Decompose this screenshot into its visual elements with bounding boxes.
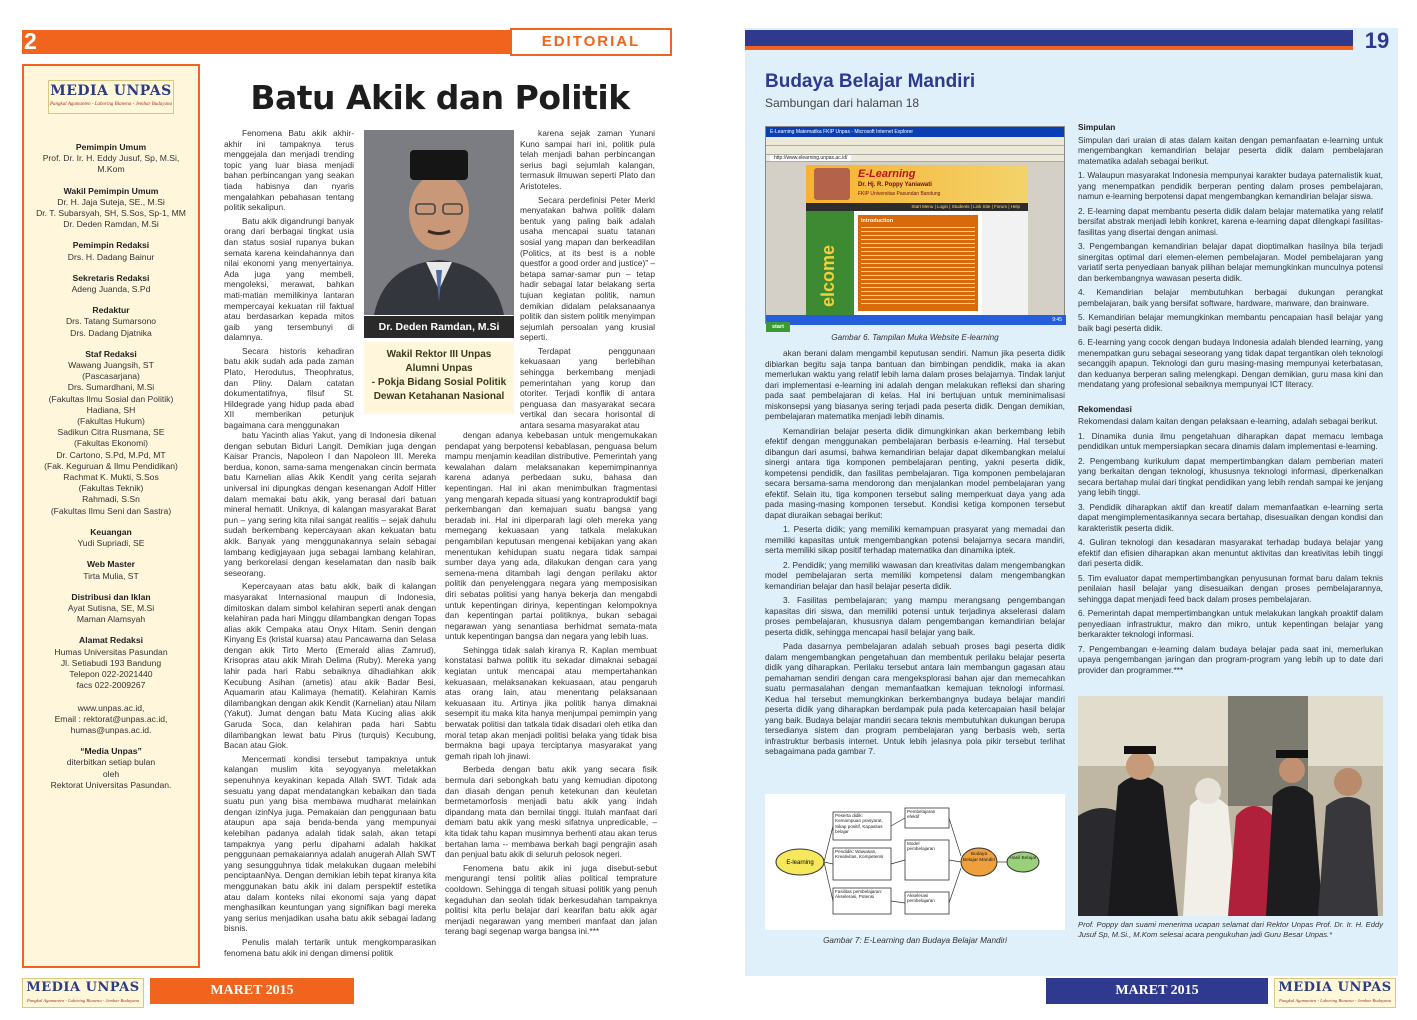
xp-taskbar [766, 315, 1066, 330]
diagram-svg [765, 794, 1065, 930]
masthead-role: Pemimpin Redaksi [72, 240, 150, 251]
banner-org: FKIP Universitas Pasundan Bandung [858, 191, 941, 197]
masthead-name: www.unpas.ac.id, [77, 702, 145, 713]
diagram-end-oval-text: Hasil Belajar [1009, 856, 1037, 861]
left-footer-logo-text: MEDIA UNPAS [26, 980, 140, 995]
author-roles-box [364, 342, 514, 414]
masthead-name: Wawang Juangsih, ST [68, 360, 154, 371]
masthead-name: Dr. Cartono, S.Pd, M.Pd, MT [56, 449, 166, 460]
simpulan-paragraph: 2. E-learning dapat membantu peserta didik dalam belajar matematika yang relatif bersifat abstrak menjadi lebih konkret, karena e-learning dapat dilengkapi fasilitas-fasilitas yang disertai dengan animasi. [1078, 205, 1383, 237]
website-screenshot [765, 126, 1065, 330]
mid-col-paragraph: Pada dasarnya pembelajaran adalah sebuah proses bagi peserta didik dalam mengembangkan pengetahuan dan membentuk perilaku belajar peserta didik yang diharapkan. Perilaku tersebut antara lain membangun gagasan atau pemahaman sendiri dengan cara mengeksplorasi bahan ajar dan memecahkan suatu permasalahan dengan memanfaatkan kemajuan teknologi informasi. Kedua hal tersebut memungkinkan berkembangnya budaya belajar mandiri peserta didik yang diharapkan berdampak pula pada ketercapaian hasil belajar yang baik. Budaya belajar mandiri secara teknis membutuhkan dukungan berupa tersedianya sistem dan program pembelajaran yang berbasis web, serta infrastruktur berbasis internet. Untuk lebih jelasnya pola pikir tersebut terlihat sebagaimana pada gambar 7. [765, 641, 1065, 756]
article-col-3-paragraph: Kepercayaan atas batu akik, baik di kalangan masyarakat Internasional maupun di Indonesia, dimitoskan dalam simbol kelahiran seperti anak dengan kelahiran pada hari Minggu dilambangkan dengan Topas alias akik Cempaka atau Onyx Hitam. Senin dengan Kinyang Es (kristal kuarsa) atau Pancawarna dan Selasa dengan akik Tirto Merto (Emerald alias Zamrud), Krisopras atau akik Mirah Delima (Ruby). Mereka yang lahir pada hari Rabu sebaiknya dihadiahkan akik Kecubung Asihan (ametis) atau akik Badar Besi, Aquamarin atau Kalimaya (hematit). Kelahiran Kamis dilambangkan dengan akik Kendit (Karnelian) atau Nilam (Yakut). Jumat dengan batu Mata Kucing alias akik Garuda Soca, dan kelahiran pada hari Sabtu dilambangkan lewat batu Pirus (turquis) Kecubung, Bacan atau Giok. [224, 581, 436, 751]
article-col-1-paragraph: Batu akik digandrungi banyak orang dari berbagai tingkat usia dan status sosial rupanya bukan semata karena keindahannya dan nilai ekonomi yang menyertainya. Ada juga yang membeli, mengoleksi, merawat, bahkan mati-matian memilikinya lantaran mempercayai kekuatan riil faktual atau berdasarkan kepada mitos gaib yang tersembunyi di dalamnya. [224, 215, 354, 343]
author-photo-image [364, 130, 514, 315]
masthead-name: (Fakultas Hukum) [77, 416, 145, 427]
masthead-name: (Fakultas Ilmu Seni dan Sastra) [50, 505, 172, 516]
masthead-staff-list [28, 132, 194, 791]
article-col-1 [224, 128, 354, 454]
masthead-role: Sekretaris Redaksi [72, 272, 150, 283]
article-col-2-paragraph: karena sejak zaman Yunani Kuno sampai hari ini, politik pula telah menjadi bahan perbincangan serius bagi sejumlah kalangan, termasuk ilmuwan seperti Plato dan Aristoteles. [520, 128, 655, 191]
masthead-name: humas@unpas.ac.id. [70, 724, 152, 735]
ie-title-bar: E-Learning Matematika FKIP Unpas - Microsoft Internet Explorer [766, 127, 1064, 137]
banner-title: E-Learning [858, 168, 916, 180]
mid-col-paragraph: 3. Fasilitas pembelajaran; yang mampu merangsang pengembangan kapasitas diri siswa, dan memiliki potensi untuk terjadinya akselerasi dalam proses pembelajaran, khususnya dalam pengembangan kemandirian belajar peserta didik, sehingga mencapai hasil belajar yang baik. [765, 595, 1065, 637]
site-content [806, 165, 1028, 315]
section-label [510, 28, 672, 56]
masthead-role: Distribusi dan Iklan [71, 591, 151, 602]
site-menu: Start Menu | Login | Students | Link Site | Forum | Help [806, 203, 1028, 211]
rekomendasi-paragraph: Rekomendasi dalam kaitan dengan pelaksaan e-learning, adalah sebagai berikut. [1078, 416, 1378, 426]
simpulan-paragraph: 1. Walaupun masyarakat Indonesia mempunyai karakter budaya paternalistik kuat, yang menempatkan pendidik berperan penting dalam proses pembelajaran, namun e-learning berpotensi dapat mengembangkan kemandirian belajar siswa. [1078, 170, 1383, 201]
masthead-name: Telepon 022-2021440 [69, 668, 153, 679]
mid-col-paragraph: 2. Pendidik; yang memiliki wawasan dan kreativitas dalam mengembangkan model pembelajaran serta memiliki kompetensi dalam mengembangkan kemandirian belajar dan hasil belajar peserta didik. [765, 559, 1065, 591]
masthead-role: Pemimpin Umum [75, 142, 147, 152]
photo-caption: Prof. Poppy dan suami menerima ucapan selamat dari Rektor Unpas Prof. Dr. Ir. H. Eddy Jusuf Sp, M.Si., M.Kom selesai acara pengukuhan jadi Guru Besar Unpas.* [1078, 920, 1383, 939]
masthead-role: Staf Redaksi [85, 348, 137, 359]
site-intro-title: Introduction [861, 218, 894, 224]
right-col-text [1078, 122, 1383, 692]
diagram-right-oval-text: Budaya Belajar Mandiri [963, 852, 995, 863]
author-role: Wakil Rektor III Unpas [386, 349, 492, 360]
masthead-name: (Fakultas Ilmu Sosial dan Politik) [48, 393, 174, 404]
article-col-3-paragraph: Mencermati kondisi tersebut tampaknya untuk kalangan muslim kita seyogyanya meletakkan sepenuhnya keyakinan kepada Allah SWT. Tidak ada sesuatu yang dapat mendatangkan kebaikan dan tiada suatu pun yang bisa membawa mudharat melainkan dengan izinNya juga. Pemakaian dan penggunaan batu ataupun apa saja benda-benda yang mempunyai kelebihan padanya adalah tidak salah, akan tetapi tampaknya yang perlu dipahami adalah hakikat penggunaan pemakaiannya adalah anugerah Allah SWT yang sesungguhnya tidak melakukan dugaan melebihi penciptaanNya. Dengan demikian lebih tepat kiranya kita menggunakan batu akik ini dalam perspektif estetika atau dalam konteks nilai ekonomi saja yang dapat menghasilkan keuntungan yang signifikan bagi mereka yang serius menjadikan usaha batu akik sebagai ladang bisnis. [224, 753, 436, 934]
diagram-left-box-2-text: Pendidik: Wawasan, Kreativitas, Kompetensi [835, 849, 884, 860]
author-photo [364, 130, 514, 315]
masthead-name: Drs. Sumardhani, M.Si [67, 382, 155, 393]
right-footer-logo-tagline: Pangkal Agamanten - Laboring Bianena - Jembar Budayana [1278, 998, 1392, 1003]
masthead-name [28, 691, 194, 702]
simpulan-paragraph: 4. Kemandirian belajar membutuhkan berbagai dukungan perangkat pembelajaran, baik yang bersifat software, hardware, manware, dan brainware. [1078, 287, 1383, 308]
xp-start-button: start [766, 322, 790, 332]
left-footer-logo [22, 978, 144, 1008]
graduation-photo [1078, 696, 1383, 916]
diagram-left-box-3-text: Fasilitas pembelajaran: Akselerasi, Potensi [835, 889, 883, 900]
site-intro [858, 215, 978, 311]
masthead-name: (Fakultas Ekonomi) [73, 438, 149, 449]
rekomendasi-paragraph: 2. Pengembang kurikulum dapat mempertimbangkan dalam pemberian materi yang berkaitan dengan teknologi, khususnya teknologi informasi, diperkenalkan secara bertahap mulai dari tingkat pendidikan yang lebih rendah sampai ke jenjang yang lebih tinggi. [1078, 455, 1383, 497]
graduation-photo-image [1078, 696, 1383, 916]
article-col-3 [224, 430, 436, 972]
article-col-2-paragraph: Terdapat penggunaan kekuasaan yang berlebihan sehingga berkembang menjadi pemerintahan yang korup dan otoriter. Terjadi konflik di antara penguasa dan masyarakat secara vertikal dan secara horisontal di antara sesama masyarakat atau [520, 345, 655, 431]
masthead-logo-tagline: Pangkal Agamanten - Laboring Bianena - Jembar Budayana [50, 102, 172, 107]
masthead-name: Drs. Tatang Sumarsono [65, 316, 157, 327]
site-welcome: elcome [818, 244, 838, 307]
ie-address-bar [766, 146, 1064, 161]
masthead-name: Rachmat K. Mukti, S.Sos [63, 472, 159, 483]
masthead-logo [48, 80, 174, 114]
left-footer-date: MARET 2015 [210, 983, 294, 998]
masthead-name: Adeng Juanda, S.Pd [71, 284, 151, 295]
masthead-name: Sadikun Citra Rusmana, SE [57, 427, 165, 438]
rekomendasi-paragraph: 6. Pemerintah dapat mempertimbangkan untuk melakukan langkah proaktif dalam penyediaan infrastruktur, makro dan mikro, untuk kepentingan belajar yang berkarakter teknologi informasi. [1078, 608, 1383, 639]
masthead-role: Keuangan [90, 526, 132, 537]
simpulan-title: Simpulan [1078, 122, 1116, 132]
masthead-name: Yudi Supriadi, SE [77, 538, 145, 549]
author-role: - Pokja Bidang Sosial Politik [371, 377, 507, 388]
diagram-figure7 [765, 794, 1065, 930]
masthead-name: Maman Alamsyah [76, 614, 146, 625]
masthead-name: Dr. Deden Ramdan, M.Si [63, 219, 159, 230]
masthead-name: Rektorat Universitas Pasundan. [50, 779, 172, 790]
banner-photo [814, 168, 850, 200]
masthead-name: (Fak. Keguruan & Ilmu Pendidikan) [44, 460, 178, 471]
masthead-role: Redaktur [92, 305, 130, 316]
article-col-4-paragraph: Sehingga tidak salah kiranya R. Kaplan membuat konstatasi bahwa politik itu sekadar dimaknai sebagai kegiatan untuk mencapai atau mempertahankan kekuasaan, melaksanakan kekuasaan, atau pengaruh atas orang lain, atau menentang pelaksanaan kekuasaan itu. Artinya jika politik hanya dimaknai sesempit itu maka kita hanya menjumpai pemimpin yang berwatak politisi dan tatkala tidak disadari oleh etika dan moral tetap akan menjadi politisi belaka yang tidak bisa bermakna bagi upaya terciptanya masyarakat yang gemah ripah loh jinawi. [445, 644, 657, 761]
article-col-3-paragraph: batu Yacinth alias Yakut, yang di Indonesia dikenal dengan sebutan Biduri Langit. Demikian juga dengan Kaisar Prancis, Napoleon I dan Napoleon III. Mereka berdua, konon, sama-sama mengenakan cincin bermata batu Karnelian alias Akik Kendit yang cerita sejarah universal ini dipungkas dengan kesenangan Adolf Hitler dalam memakai batu akik, yang berasal dari batuan mineral hematit. Uniknya, di kalangan masyarakat Barat pun – yang sering kita nilai sangat realitis – sejak dahulu sudah berkembang kepercayaan akan kekuatan batu akik. Banyak yang menggunakannya selain sebagai lambang kedigjayaan juga sebagai lambang kelahiran, yang berkorelasi dengan keselamatan dan nasib baik seseorang. [224, 430, 436, 578]
ie-address-text: http://www.elearning.unpas.ac.id/ [770, 155, 851, 161]
masthead-name: Rahmadi, S.Sn [82, 494, 140, 505]
article-col-2-paragraph: Secara perdefinisi Peter Merkl menyatakan bahwa politik dalam bentuk yang paling baik adalah usaha mencapai suatu tatanan sosial yang mapan dan berkeadilan (Politics, at its best is a noble questfor a good order and justice)” – betapa samar-samar pun – tetap hadir sebagai latar belakang serta tujuan kegiatan politik, namun demikian didalam pelaksanaanya politik dan sistem politik menyimpan sejumlah persoalan yang krusial seperti. [520, 194, 656, 343]
mid-col-paragraph: 1. Peserta didik; yang memiliki kemampuan prasyarat yang memadai dan memiliki kapasitas untuk mengembangkan potensi belajarnya secara mandiri, serta memiliki sikap positif terhadap matematika dan dinamika iptek. [765, 524, 1065, 555]
right-header-accent [745, 46, 1353, 50]
site-sidebar [806, 211, 854, 315]
masthead-role: Web Master [86, 559, 136, 570]
author-role: Dewan Ketahanan Nasional [373, 391, 505, 402]
mid-col-paragraph: Kemandirian belajar peserta didik dimungkinkan akan berkembang lebih efektif dengan menggunakan pembelajaran berbasis e-learning. Hal tersebut dibangun dari asumsi, bahwa kemandirian belajar dapat dikembangkan melalui sinergi antara tiga komponen pembelajaran penting, yakni peserta didik, kompetensi pendidik, dan fasilitas pembelajaran. Tiga komponen pembelajaran secara bersama-sama mendorong dan menjalankan model pembelajaran yang efektif. Selain itu, tiga komponen tersebut saling memperkuat daya yang ada pada masing-masing komponen tersebut. Kondisi ketiga komponen tersebut dapat diuraikan sebagai berikut: [765, 425, 1065, 520]
masthead-name: Drs. H. Dadang Bainur [67, 251, 155, 262]
masthead-name: Drs. Dadang Djatnika [70, 327, 152, 338]
left-footer-logo-tagline: Pangkal Agamanten - Laboring Bianena - Jembar Budayana [26, 998, 140, 1003]
masthead-logo-text: MEDIA UNPAS [50, 83, 172, 99]
rekomendasi-paragraph: 1. Dinamika dunia ilmu pengetahuan diharapkan dapat memacu lembaga pendidikan untuk mempersiapkan secara dinamis dalam implementasi e-learning. [1078, 430, 1383, 451]
site-intro-lines [861, 227, 975, 307]
diagram-mid-box-1-text: Pembelajaran efektif [907, 809, 936, 820]
site-right-strip [982, 211, 1028, 315]
masthead-name: Hadiana, SH [86, 404, 136, 415]
rekomendasi-paragraph: 3. Pendidik diharapkan aktif dan kreatif dalam memanfaatkan e-learning serta dapat mengimplementasikannya secara bertahap, disesuaikan dengan kondisi dan karakteristik peserta didik. [1078, 501, 1383, 533]
xp-clock: 9:45 [1052, 317, 1062, 323]
masthead-name: Tirta Mulia, ST [83, 570, 139, 581]
mid-col-paragraph: akan berani dalam mengambil keputusan sendiri. Namun jika peserta didik dibiarkan begitu saja tanpa bantuan dan bimbingan pendidik, maka ia akan memerlukan waktu yang relatif lebih lama dalam proses belajarnya. Tindak lanjut dari implementasi e-learning ini adalah dengan melakukan refleksi dan sharing pada saat pembelajaran di kelas. Hal ini bertujuan untuk meminimalisasi miskonsepsi yang biasanya sering terjadi pada peserta didik. Dengan demikian, pembelajaran matematika menjadi lebih dinamis. [765, 348, 1065, 421]
diagram-center-label: E-learning [786, 860, 814, 866]
site-banner [806, 165, 1028, 203]
masthead-name: Prof. Dr. Ir. H. Eddy Jusuf, Sp, M.Si, M.Kom [42, 153, 180, 175]
simpulan-paragraph: 6. E-learning yang cocok dengan budaya Indonesia adalah blended learning, yang menempatkan guru sebagai seseorang yang tidak dapat tergantikan oleh teknologi secanggih apapun. Teknologi dan guru masing-masing mempunyai keterbatasan, dan keduanya berperan saling melengkapi. Dengan demikian, guru masa kini dan mendatang yang profesional sebaiknya mempunyai ICT literacy. [1078, 337, 1383, 389]
right-subhead: Sambungan dari halaman 18 [765, 96, 920, 110]
right-footer-logo-text: MEDIA UNPAS [1278, 980, 1392, 995]
article-col-1-paragraph: Secara historis kehadiran batu akik sudah ada pada zaman Plato, Herodutus, Theophratus, dan Pliny. Dalam catatan dokumentatifnya, filsuf St. Hildegrade yang hidup pada abad XII memberikan petunjuk bagaimana cara menggunakan [224, 345, 354, 431]
article-col-4 [445, 430, 657, 972]
right-footer-date: MARET 2015 [1115, 983, 1199, 998]
masthead-role: “Media Unpas” [80, 746, 142, 757]
diagram-left-box-1-text: Peserta didik: Kemampuan prasyarat, Sikap positif, Kapasitas belajar [835, 813, 883, 835]
left-page [0, 0, 705, 1020]
simpulan-paragraph: Simpulan dari uraian di atas dalam kaitan dengan pemanfaatan e-learning untuk mengembangkan kemandirian belajar peserta didik dalam pembelajaran matematika adalah sebagai berikut. [1078, 134, 1383, 166]
masthead-name: oleh [102, 768, 120, 779]
masthead-role: Wakil Pemimpin Umum [63, 185, 159, 196]
article-col-4-paragraph: Fenomena batu akik ini juga disebut-sebut mengurangi tensi politik alias political temprature cooldown. Sehingga di tengah situasi politik yang penuh kegaduhan dan seolah tidak berkesudahan tampaknya politisi kita perlu belajar dari kearifan batu akik agar menjadi negarawan yang memberi manfaat dan jalan terang bagi segenap warga bangsa ini.*** [445, 862, 657, 937]
article-col-4-paragraph: dengan adanya kebebasan untuk mengemukakan pendapat yang berpotensi kebablasan, penguasa belum mampu menjamin keadilan distributive. Pemerintah yang kewalahan dalam melaksanakan kepemimpinannya karena adanya perbedaan suku, bahasa dan kepentingan. Hal ini akan menimbulkan fragmentasi yang mengarah kepada situasi yang kontraproduktif bagi perkembangan dan kemajuan suatu bangsa yang beradab ini. Hal ini diperparah lagi oleh mereka yang memegang kekuasaan yang tatkala melakukan pengambilan keputusan mengenai kebijakan yang akan menentukan kehidupan suatu negara tidak sampai sumber daya yang ada, dilakukan dengan cara yang semena-mena ditambah lagi dengan perilaku aktor politik dan penyelenggara negara yang memposisikan diri sebatas politisi yang hanya bekerja dan mengabdi untuk kepentingan dirinya, kepentingan kelompoknya dan kepentingan partai politiknya, bukan sebagai negarawan yang senantiasa berhidmat semata-mata untuk kepentingan bangsa dan negara yang lebih luas. [445, 430, 657, 642]
masthead-name: Jl. Setiabudi 193 Bandung [60, 657, 162, 668]
ie-toolbar [766, 137, 1064, 146]
rekomendasi-paragraph: 5. Tim evaluator dapat mempertimbangkan penyusunan format baru dalam teknis penilaian hasil belajar yang disesuaikan dengan proses pembelajarannya, sehingga dapat menjadi feed back dalam proses pembelajaran. [1078, 572, 1383, 604]
rekomendasi-title: Rekomendasi [1078, 403, 1132, 414]
right-headline: Budaya Belajar Mandiri [765, 71, 976, 92]
masthead-name: Dr. H. Jaja Suteja, SE., M.Si [57, 196, 165, 207]
right-page [745, 28, 1398, 976]
simpulan-paragraph: 5. Kemandirian belajar memungkinkan membantu pencapaian hasil belajar yang baik bagi peserta didik. [1078, 312, 1383, 333]
masthead-name: diterbitkan setiap bulan [66, 757, 156, 768]
mid-col-text [765, 348, 1065, 788]
right-footer-logo [1274, 978, 1396, 1008]
author-caption: Dr. Deden Ramdan, M.Si [364, 316, 514, 338]
masthead-name: facs 022-2009267 [76, 680, 146, 691]
masthead-name: Humas Universitas Pasundan [54, 646, 168, 657]
diagram-mid-box-3-text: Akselerasi pembelajaran [907, 893, 935, 904]
headline: Batu Akik dan Politik [250, 78, 630, 117]
masthead-name: Email : rektorat@unpas.ac.id, [54, 713, 168, 724]
rekomendasi-paragraph: 4. Guliran teknologi dan kesadaran masyarakat terhadap budaya belajar yang efektif dan efisien diharapkan akan menuntut aktivitas dan kreativitas lebih tinggi dari peserta didik. [1078, 537, 1383, 568]
simpulan-paragraph: 3. Pengembangan kemandirian belajar dapat dioptimalkan hasilnya bila terjadi sinergitas optimal dari elemen-elemen pembelajaran. Model pembelajaran yang variatif serta penyediaan banyak pilihan belajar memungkinkan munculnya potensi dan berkembangnya wawasan peserta didik. [1078, 241, 1383, 283]
article-col-1-paragraph: Fenomena Batu akik akhir-akhir ini tampaknya terus menggejala dan menjadi trending topic yang luar biasa menjadi bahan perbincangan yang seakan tiada habisnya dan nyaris mengalahkan pebahasan tentang politik sekalipun. [224, 128, 354, 213]
author-role: Alumni Unpas [405, 363, 473, 374]
figure7-caption: Gambar 7: E-Learning dan Budaya Belajar Mandiri [823, 936, 1007, 945]
section-label-text: EDITORIAL [541, 33, 641, 50]
masthead-name: (Pascasarjana) [82, 371, 140, 382]
right-header-bar [745, 30, 1353, 46]
masthead-panel [22, 64, 200, 968]
article-col-2 [520, 128, 655, 454]
figure6-caption: Gambar 6. Tampilan Muka Website E-learning [831, 333, 999, 342]
masthead-name: (Fakultas Teknik) [78, 483, 144, 494]
diagram-mid-box-2-text: Model pembelajaran [907, 841, 935, 852]
page-number-left: 2 [24, 28, 37, 54]
masthead-name: Ayat Sutisna, SE, M.Si [67, 602, 155, 613]
article-col-3-paragraph: Penulis malah tertarik untuk mengkomparasikan fenomena batu akik ini dengan dimensi politik [224, 936, 436, 958]
page-number-right: 19 [1364, 28, 1390, 53]
masthead-role: Alamat Redaksi [78, 635, 143, 646]
article-col-4-paragraph: Berbeda dengan batu akik yang secara fisik bermula dari sebongkah batu yang kemudian dipotong dan diasah dengan penuh ketekunan dan keuletan bermetamorfosis menjadi batu akik yang indah dipandang mata dan bernilai tinggi. Itulah manfaat dari demam batu akik yang meski sifatnya unpredicable, – kita tidak tahu kapan musimnya berhenti atau akan terus bertahan lama -- membawa berkah bagi pengrajin asah dan penjual batu akik di seluruh pelosok negeri. [445, 764, 657, 860]
masthead-name: Dr. T. Subarsyah, SH, S.Sos, Sp-1, MM [36, 208, 186, 219]
banner-name: Dr. Hj. R. Poppy Yaniawati [858, 182, 932, 188]
rekomendasi-paragraph: 7. Pengembangan e-learning dalam budaya belajar pada saat ini, memerlukan upaya pengembangan jaringan dan program-program yang lebih up to date dari provider dan programmer.*** [1078, 643, 1383, 675]
